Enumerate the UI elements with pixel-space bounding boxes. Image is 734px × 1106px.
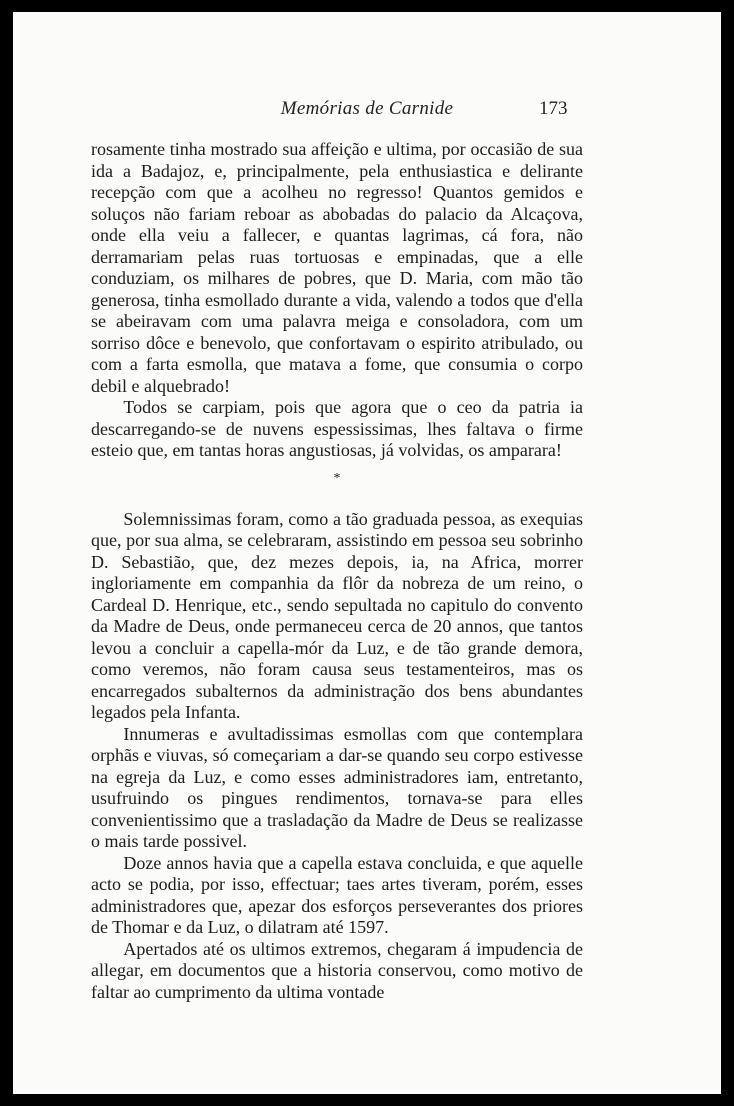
paragraph-continuation: rosamente tinha mostrado sua affeição e ultima, por occasião de sua ida a Badajoz, e, principalmente, pela enthusiastica e delirante recepção com que a acolheu no regresso! Quantos gemidos e soluços não fariam reboar as abobadas do palacio da Alcaçova, onde ella veiu a fallecer, e quantas lagrimas, cá fora, não derramariam pelas ruas tortuosas e empinadas, que a elle conduziam, os milhares de pobres, que D. Maria, com mão tão generosa, tinha esmollado durante a vida, valendo a todos que d'ella se abeiravam com uma palavra meiga e consoladora, com um sorriso dôce e benevolo, que confortavam o espirito atribulado, ou com a farta esmolla, que matava a fome, que consumia o corpo debil e alquebrado! [91,139,583,396]
paragraph: Innumeras e avultadissimas esmollas com que contemplara orphãs e viuvas, só começariam a dar-se quando seu corpo estivesse na egreja da Luz, e como esses administradores iam, entretanto, usufruindo os pingues rendimentos, tornava-se para elles convenientissimo que a trasladação da Madre de Deus se realizasse o mais tarde possivel. [91,723,583,851]
paragraph: Solemnissimas foram, como a tão graduada pessoa, as exequias que, por sua alma, se celebraram, assistindo em pessoa seu sobrinho D. Sebastião, que, dez mezes depois, ia, na Africa, morrer ingloriamente em companhia da flôr da nobreza de um reino, o Cardeal D. Henrique, etc., sendo sepultada no capitulo do convento da Madre de Deus, onde permaneceu cerca de 20 annos, que tantos levou a concluir a capella-mór da Luz, e de tão grande demora, como veremos, não foram causa seus testamenteiros, mas os encarregados subalternos da administração dos bens abundantes legados pela Infanta. [91,508,583,722]
book-page [13,12,721,1094]
page-header [13,98,721,124]
running-title: Memórias de Carnide [280,98,454,119]
paragraph: Apertados até os ultimos extremos, chegaram á impudencia de allegar, em documentos que a historia conservou, como motivo de faltar ao cumprimento da ultima vontade [91,938,583,1002]
page-number: 173 [539,98,568,119]
section-separator: * [333,470,341,486]
paragraph: Doze annos havia que a capella estava concluida, e que aquelle acto se podia, por isso, effectuar; taes artes tiveram, porém, esses administradores que, apezar dos esforços perseverantes dos priores de Thomar e da Luz, o dilatram até 1597. [91,852,583,937]
paragraph: Todos se carpiam, pois que agora que o ceo da patria ia descarregando-se de nuvens espessissimas, lhes faltava o firme esteio que, em tantas horas angustiosas, já volvidas, os amparara! [91,397,583,460]
body-text [91,139,583,1003]
